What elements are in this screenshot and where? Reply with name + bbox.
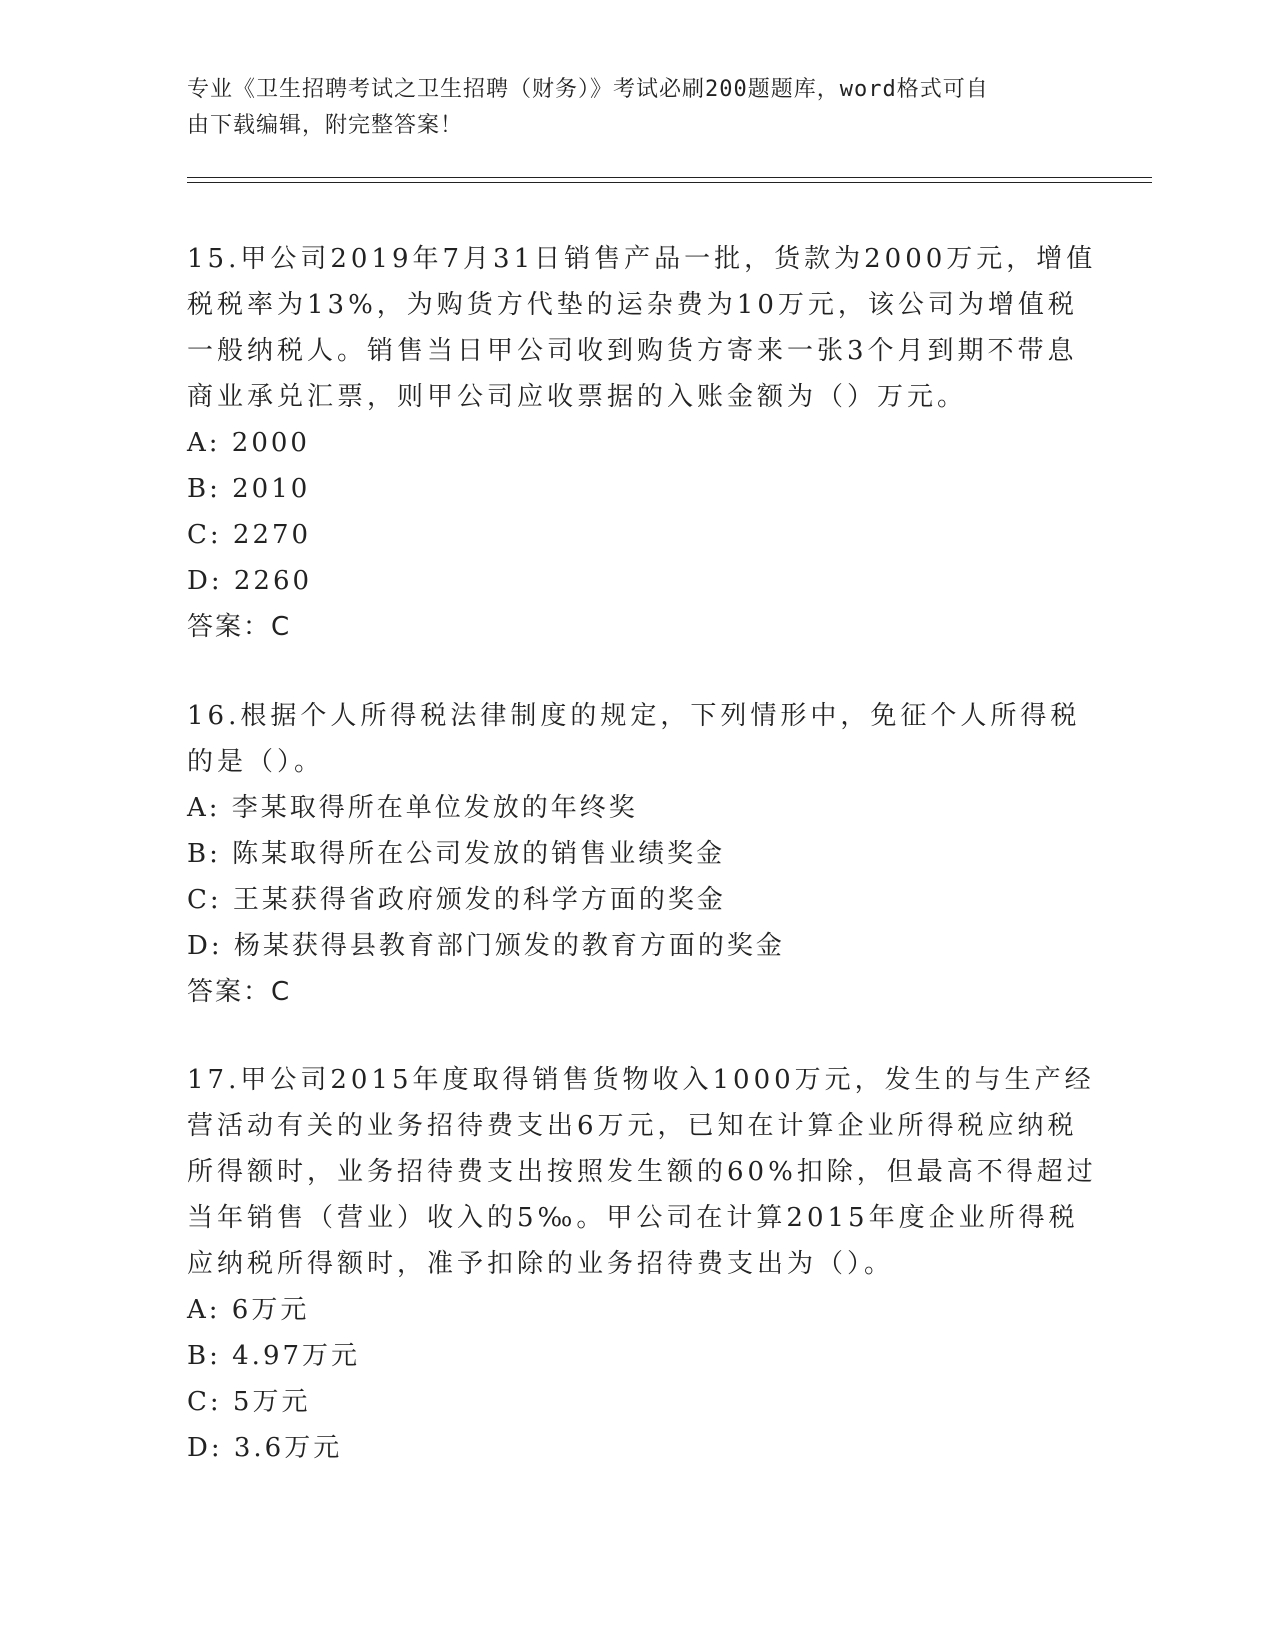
option-a: A: 2000	[187, 428, 310, 458]
option-b: B: 陈某取得所在公司发放的销售业绩奖金	[187, 839, 726, 869]
option-a: A: 李某取得所在单位发放的年终奖	[187, 793, 638, 823]
option-d: D: 杨某获得县教育部门颁发的教育方面的奖金	[187, 931, 785, 961]
option-c: C: 2270	[187, 520, 312, 550]
header-divider-bottom	[187, 182, 1152, 183]
option-b: B: 2010	[187, 474, 311, 504]
question-stem: 15.甲公司2019年7月31日销售产品一批，货款为2000万元，增值税税率为13%，为购货方代垫的运杂费为10万元，该公司为增值税一般纳税人。销售当日甲公司收到购货方寄来一张3个月到期不带息商业承兑汇票，则甲公司应收票据的入账金额为（）万元。	[187, 244, 1097, 412]
option-d: D: 2260	[187, 566, 313, 596]
option-b: B: 4.97万元	[187, 1341, 361, 1371]
answer-label: 答案：C	[187, 977, 292, 1007]
answer-label: 答案：C	[187, 612, 292, 642]
question-stem: 16.根据个人所得税法律制度的规定，下列情形中，免征个人所得税的是（）。	[187, 701, 1081, 777]
header-line-1: 专业《卫生招聘考试之卫生招聘（财务）》考试必刷200题题库，word格式可自	[187, 77, 989, 102]
option-d: D: 3.6万元	[187, 1433, 343, 1463]
option-c: C: 王某获得省政府颁发的科学方面的奖金	[187, 885, 726, 915]
option-c: C: 5万元	[187, 1387, 311, 1417]
header-line-2: 由下载编辑，附完整答案！	[187, 113, 464, 138]
question-17	[187, 1057, 1107, 1471]
question-15	[187, 236, 1107, 650]
header-divider-top	[187, 177, 1152, 178]
option-a: A: 6万元	[187, 1295, 310, 1325]
question-16	[187, 693, 1107, 1015]
question-stem: 17.甲公司2015年度取得销售货物收入1000万元，发生的与生产经营活动有关的业务招待费支出6万元，已知在计算企业所得税应纳税所得额时，业务招待费支出按照发生额的60%扣除，但最高不得超过当年销售（营业）收入的5‰。甲公司在计算2015年度企业所得税应纳税所得额时，准予扣除的业务招待费支出为（）。	[187, 1065, 1097, 1279]
document-header	[187, 72, 1087, 144]
